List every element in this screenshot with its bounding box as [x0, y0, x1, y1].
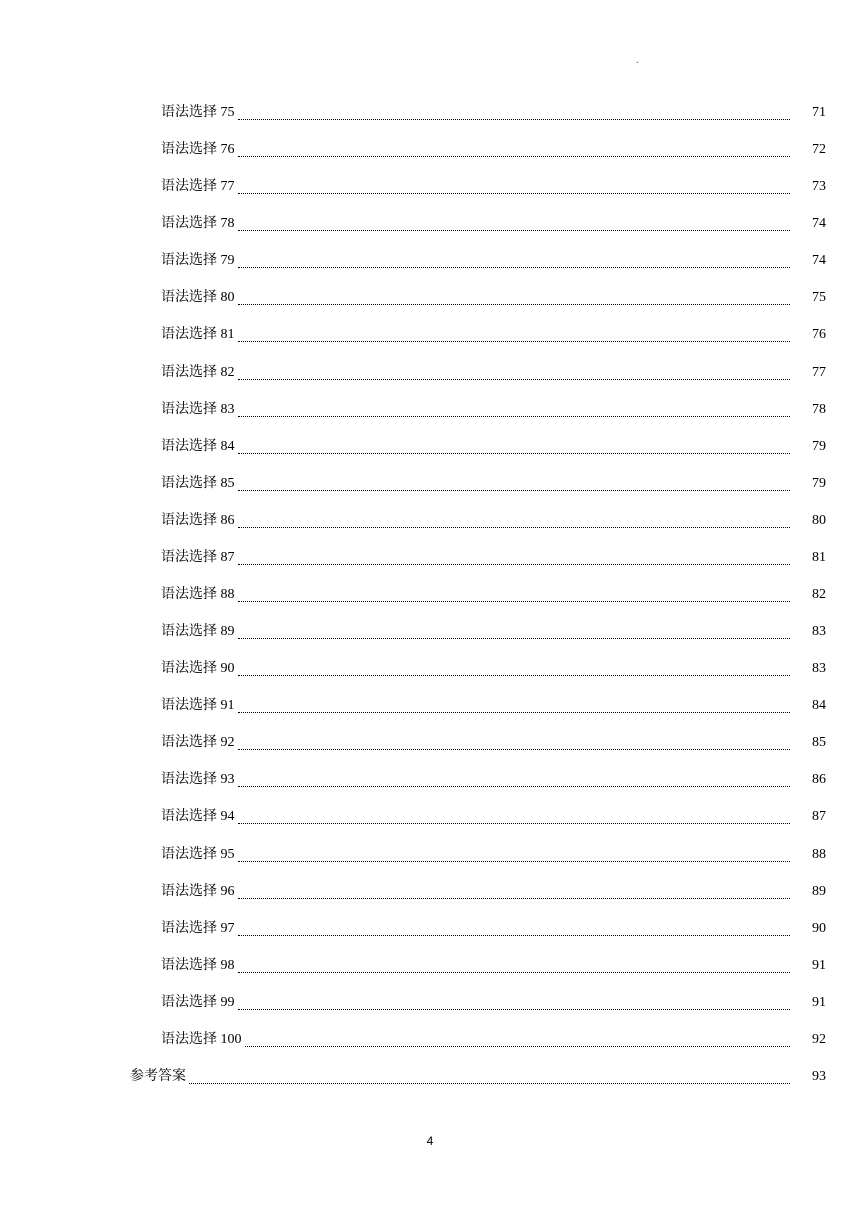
toc-entry-label: 语法选择 99: [161, 994, 235, 1010]
toc-entry-label: 语法选择 84: [161, 438, 235, 454]
toc-entry-page: 83: [812, 624, 826, 640]
toc-entry-label: 语法选择 94: [161, 809, 235, 825]
toc-dot-leader: [189, 1066, 790, 1084]
toc-dot-leader: [238, 992, 791, 1010]
toc-entry-label: 语法选择 81: [161, 327, 235, 343]
toc-entry-label: 语法选择 98: [161, 957, 235, 973]
toc-entry-label: 语法选择 85: [161, 475, 235, 491]
toc-entry[interactable]: [0, 139, 860, 176]
toc-entry-label: 语法选择 86: [161, 512, 235, 528]
toc-entry[interactable]: [0, 436, 860, 473]
toc-entry[interactable]: [0, 732, 860, 769]
toc-dot-leader: [238, 139, 791, 157]
toc-entry[interactable]: [0, 1066, 860, 1103]
toc-entry[interactable]: [0, 1029, 860, 1066]
toc-entry-page: 85: [812, 735, 826, 751]
toc-entry-page: 71: [812, 105, 826, 120]
toc-dot-leader: [238, 473, 791, 491]
toc-entry[interactable]: [0, 769, 860, 806]
toc-entry-label: 语法选择 96: [161, 883, 235, 899]
toc-entry-label: 语法选择 88: [161, 587, 235, 603]
toc-entry-label: 语法选择 89: [161, 624, 235, 640]
toc-entry-page: 75: [812, 290, 826, 306]
toc-dot-leader: [238, 436, 791, 454]
toc-entry[interactable]: [0, 473, 860, 510]
toc-entry-label: 语法选择 95: [161, 846, 235, 862]
toc-entry-label: 语法选择 92: [161, 735, 235, 751]
toc-entry-label: 语法选择 76: [161, 142, 235, 158]
toc-entry-page: 89: [812, 883, 826, 899]
toc-entry-page: 81: [812, 549, 826, 565]
toc-entry[interactable]: [0, 287, 860, 324]
toc-entry-page: 88: [812, 846, 826, 862]
toc-entry-page: 76: [812, 327, 826, 343]
toc-entry-label: 语法选择 80: [161, 290, 235, 306]
toc-entry-page: 92: [812, 1031, 826, 1047]
toc-entry-page: 90: [812, 920, 826, 936]
toc-entry[interactable]: [0, 992, 860, 1029]
toc-entry-label: 语法选择 93: [161, 772, 235, 788]
toc-entry-page: 74: [812, 253, 826, 269]
toc-entry[interactable]: [0, 658, 860, 695]
toc-entry[interactable]: [0, 918, 860, 955]
toc-entry-label: 语法选择 78: [161, 216, 235, 232]
toc-dot-leader: [238, 547, 791, 565]
toc-entry[interactable]: [0, 102, 860, 139]
toc-entry[interactable]: [0, 955, 860, 992]
toc-entry[interactable]: [0, 213, 860, 250]
toc-dot-leader: [238, 287, 791, 305]
toc-entry-label: 参考答案: [130, 1069, 186, 1085]
toc-entry-page: 80: [812, 512, 826, 528]
toc-entry-label: 语法选择 82: [161, 364, 235, 380]
toc-entry[interactable]: [0, 510, 860, 547]
toc-dot-leader: [238, 732, 791, 750]
toc-entry[interactable]: [0, 584, 860, 621]
toc-entry[interactable]: [0, 881, 860, 918]
toc-entry[interactable]: [0, 324, 860, 361]
toc-entry[interactable]: [0, 844, 860, 881]
toc-dot-leader: [238, 250, 791, 268]
page-number: 4: [426, 1134, 434, 1148]
toc-entry-page: 84: [812, 698, 826, 714]
toc-dot-leader: [238, 324, 791, 342]
toc-dot-leader: [238, 510, 791, 528]
toc-entry-label: 语法选择 83: [161, 401, 235, 417]
toc-entry-label: 语法选择 90: [161, 661, 235, 677]
toc-dot-leader: [238, 621, 791, 639]
toc-entry-page: 91: [812, 957, 826, 973]
table-of-contents: [0, 102, 860, 1103]
toc-dot-leader: [238, 102, 791, 120]
toc-entry-page: 83: [812, 661, 826, 677]
toc-dot-leader: [238, 844, 791, 862]
toc-entry-page: 82: [812, 587, 826, 603]
header-mark: .: [636, 55, 639, 66]
toc-entry-label: 语法选择 77: [161, 179, 235, 195]
toc-dot-leader: [238, 362, 791, 380]
toc-dot-leader: [238, 955, 791, 973]
toc-dot-leader: [238, 769, 791, 787]
toc-entry-page: 74: [812, 216, 826, 232]
toc-entry-page: 77: [812, 364, 826, 380]
toc-dot-leader: [238, 176, 791, 194]
toc-dot-leader: [238, 213, 791, 231]
toc-entry-label: 语法选择 87: [161, 549, 235, 565]
toc-entry[interactable]: [0, 547, 860, 584]
toc-entry[interactable]: [0, 806, 860, 843]
toc-entry-label: 语法选择 75: [161, 105, 235, 120]
toc-entry-label: 语法选择 79: [161, 253, 235, 269]
toc-entry-page: 78: [812, 401, 826, 417]
toc-entry[interactable]: [0, 695, 860, 732]
toc-entry-page: 79: [812, 438, 826, 454]
toc-dot-leader: [238, 695, 791, 713]
toc-entry-page: 79: [812, 475, 826, 491]
toc-entry-page: 73: [812, 179, 826, 195]
toc-dot-leader: [238, 399, 791, 417]
toc-entry-page: 86: [812, 772, 826, 788]
toc-dot-leader: [238, 584, 791, 602]
toc-entry[interactable]: [0, 176, 860, 213]
toc-dot-leader: [238, 881, 791, 899]
toc-entry-label: 语法选择 100: [161, 1031, 242, 1047]
toc-dot-leader: [238, 806, 791, 824]
toc-entry[interactable]: [0, 362, 860, 399]
toc-dot-leader: [238, 658, 791, 676]
toc-entry[interactable]: [0, 250, 860, 287]
toc-entry-label: 语法选择 97: [161, 920, 235, 936]
toc-entry-page: 93: [812, 1069, 826, 1085]
toc-entry-page: 91: [812, 994, 826, 1010]
toc-entry-page: 87: [812, 809, 826, 825]
toc-entry-page: 72: [812, 142, 826, 158]
toc-entry[interactable]: [0, 621, 860, 658]
toc-entry[interactable]: [0, 399, 860, 436]
toc-dot-leader: [238, 918, 791, 936]
toc-dot-leader: [245, 1029, 791, 1047]
toc-entry-label: 语法选择 91: [161, 698, 235, 714]
